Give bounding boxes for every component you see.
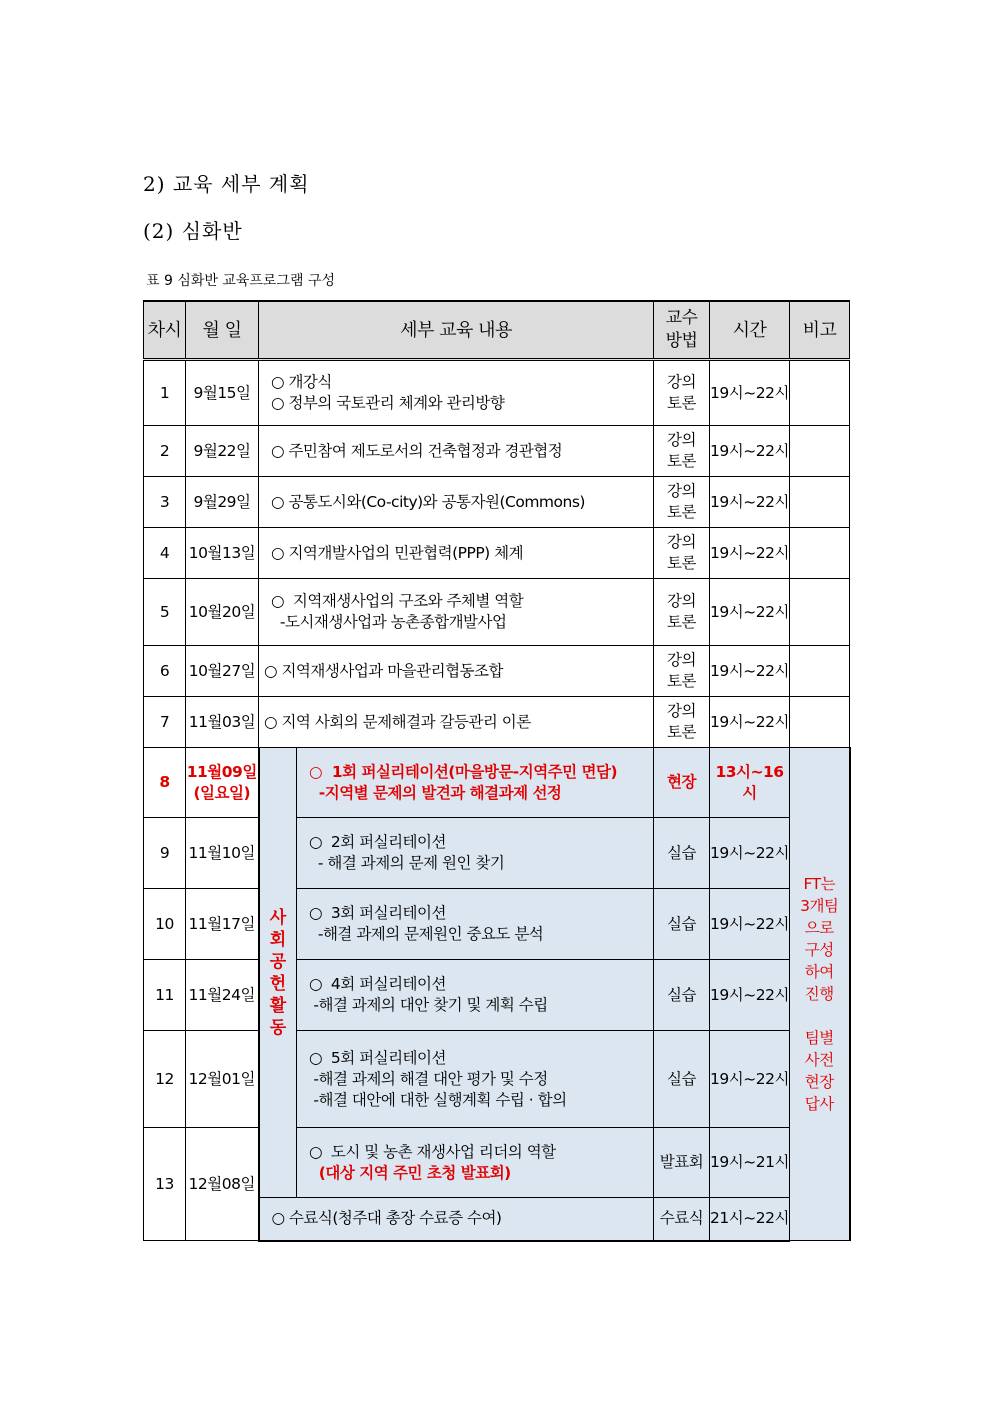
table-row: [144, 360, 850, 426]
row-time: 19시~22시: [710, 889, 790, 960]
row-note: [790, 477, 850, 528]
row-method: 실습: [654, 960, 710, 1031]
header-date: 월 일: [186, 301, 259, 360]
row-method: 수료식: [654, 1198, 710, 1241]
row-content: ○ 지역재생사업과 마을관리협동조합: [259, 646, 654, 697]
table-row: [144, 1031, 850, 1128]
table-row: [144, 818, 850, 889]
header-method: 교수 방법: [654, 301, 710, 360]
row-date: 12월01일: [186, 1031, 259, 1128]
row-content: ○ 수료식(청주대 총장 수료증 수여): [259, 1198, 654, 1241]
ft-note: FT는 3개팀 으로 구성 하여 진행 팀별 사전 현장 답사: [790, 748, 850, 1241]
row-date: 12월08일: [186, 1128, 259, 1241]
row-time: 19시~22시: [710, 528, 790, 579]
row-date: 11월03일: [186, 697, 259, 748]
row-time: 19시~22시: [710, 818, 790, 889]
row-no: 13: [144, 1128, 186, 1241]
row-no: 8: [144, 748, 186, 818]
row-date: 10월27일: [186, 646, 259, 697]
row-content: ○ 4회 퍼실리테이션 -해결 과제의 대안 찾기 및 계획 수립: [297, 960, 654, 1031]
row-date: 11월09일 (일요일): [186, 748, 259, 818]
header-time: 시간: [710, 301, 790, 360]
header-content: 세부 교육 내용: [259, 301, 654, 360]
section-title: 2) 교육 세부 계획: [143, 172, 310, 196]
row-content: ○ 5회 퍼실리테이션 -해결 과제의 해결 대안 평가 및 수정 -해결 대안에 대한 실행계획 수립 · 합의: [297, 1031, 654, 1128]
table-row: [144, 646, 850, 697]
row-time: 19시~22시: [710, 477, 790, 528]
row-method: 강의 토론: [654, 646, 710, 697]
row-time: 19시~22시: [710, 646, 790, 697]
subsection-title: (2) 심화반: [143, 219, 243, 243]
row-no: 7: [144, 697, 186, 748]
table-row: [144, 697, 850, 748]
table-row: [144, 1128, 850, 1198]
row-time: 19시~22시: [710, 697, 790, 748]
row-date: 10월20일: [186, 579, 259, 646]
row-method: 강의 토론: [654, 360, 710, 426]
social-activity-label: 사 회 공 헌 활 동: [259, 748, 297, 1198]
row-method: 발표회: [654, 1128, 710, 1198]
table-row: [144, 579, 850, 646]
row-method: 강의 토론: [654, 528, 710, 579]
row-date: 10월13일: [186, 528, 259, 579]
table-caption: 표 9 심화반 교육프로그램 구성: [146, 273, 335, 289]
row-date: 9월22일: [186, 426, 259, 477]
row-time: 19시~22시: [710, 960, 790, 1031]
row-no: 9: [144, 818, 186, 889]
row-time: 13시~16시: [710, 748, 790, 818]
table-row: [144, 426, 850, 477]
row-note: [790, 426, 850, 477]
header-row: [144, 301, 850, 360]
row-note: [790, 697, 850, 748]
row-no: 1: [144, 360, 186, 426]
row-time: 19시~22시: [710, 1031, 790, 1128]
row-no: 5: [144, 579, 186, 646]
header-note: 비고: [790, 301, 850, 360]
row-note: [790, 646, 850, 697]
row-no: 6: [144, 646, 186, 697]
row-content: ○ 지역개발사업의 민관협력(PPP) 체계: [259, 528, 654, 579]
row-time: 21시~22시: [710, 1198, 790, 1241]
row-method: 실습: [654, 889, 710, 960]
row-content: ○ 공통도시와(Co-city)와 공통자원(Commons): [259, 477, 654, 528]
row-content: ○ 주민참여 제도로서의 건축협정과 경관협정: [259, 426, 654, 477]
header-no: 차시: [144, 301, 186, 360]
row-method: 강의 토론: [654, 579, 710, 646]
row-method: 실습: [654, 818, 710, 889]
row-content: ○ 3회 퍼실리테이션 -해결 과제의 문제원인 중요도 분석: [297, 889, 654, 960]
row-note: [790, 360, 850, 426]
row-content: ○ 도시 및 농촌 재생사업 리더의 역할 (대상 지역 주민 초청 발표회): [297, 1128, 654, 1198]
row-no: 10: [144, 889, 186, 960]
row-method: 실습: [654, 1031, 710, 1128]
row-method: 강의 토론: [654, 426, 710, 477]
row-content: ○ 2회 퍼실리테이션 - 해결 과제의 문제 원인 찾기: [297, 818, 654, 889]
row-method: 현장: [654, 748, 710, 818]
row-date: 11월24일: [186, 960, 259, 1031]
row-no: 12: [144, 1031, 186, 1128]
table-row: [144, 528, 850, 579]
row-content: ○ 지역재생사업의 구조와 주체별 역할 -도시재생사업과 농촌종합개발사업: [259, 579, 654, 646]
row-date: 11월10일: [186, 818, 259, 889]
row-content: ○ 1회 퍼실리테이션(마을방문-지역주민 면담) -지역별 문제의 발견과 해결과제 선정: [297, 748, 654, 818]
program-table: [143, 300, 851, 1242]
row-date: 11월17일: [186, 889, 259, 960]
row-time: 19시~21시: [710, 1128, 790, 1198]
row-date: 9월15일: [186, 360, 259, 426]
table-row: [144, 477, 850, 528]
row-content: ○ 개강식 ○ 정부의 국토관리 체계와 관리방향: [259, 360, 654, 426]
table-row: [144, 748, 850, 818]
row-method: 강의 토론: [654, 697, 710, 748]
row-no: 11: [144, 960, 186, 1031]
row-time: 19시~22시: [710, 426, 790, 477]
row-content: ○ 지역 사회의 문제해결과 갈등관리 이론: [259, 697, 654, 748]
row-no: 3: [144, 477, 186, 528]
row-time: 19시~22시: [710, 360, 790, 426]
table-row: [144, 889, 850, 960]
row-no: 2: [144, 426, 186, 477]
row-time: 19시~22시: [710, 579, 790, 646]
row-note: [790, 579, 850, 646]
row-no: 4: [144, 528, 186, 579]
table-row: [144, 960, 850, 1031]
row-note: [790, 528, 850, 579]
row-method: 강의 토론: [654, 477, 710, 528]
row-date: 9월29일: [186, 477, 259, 528]
